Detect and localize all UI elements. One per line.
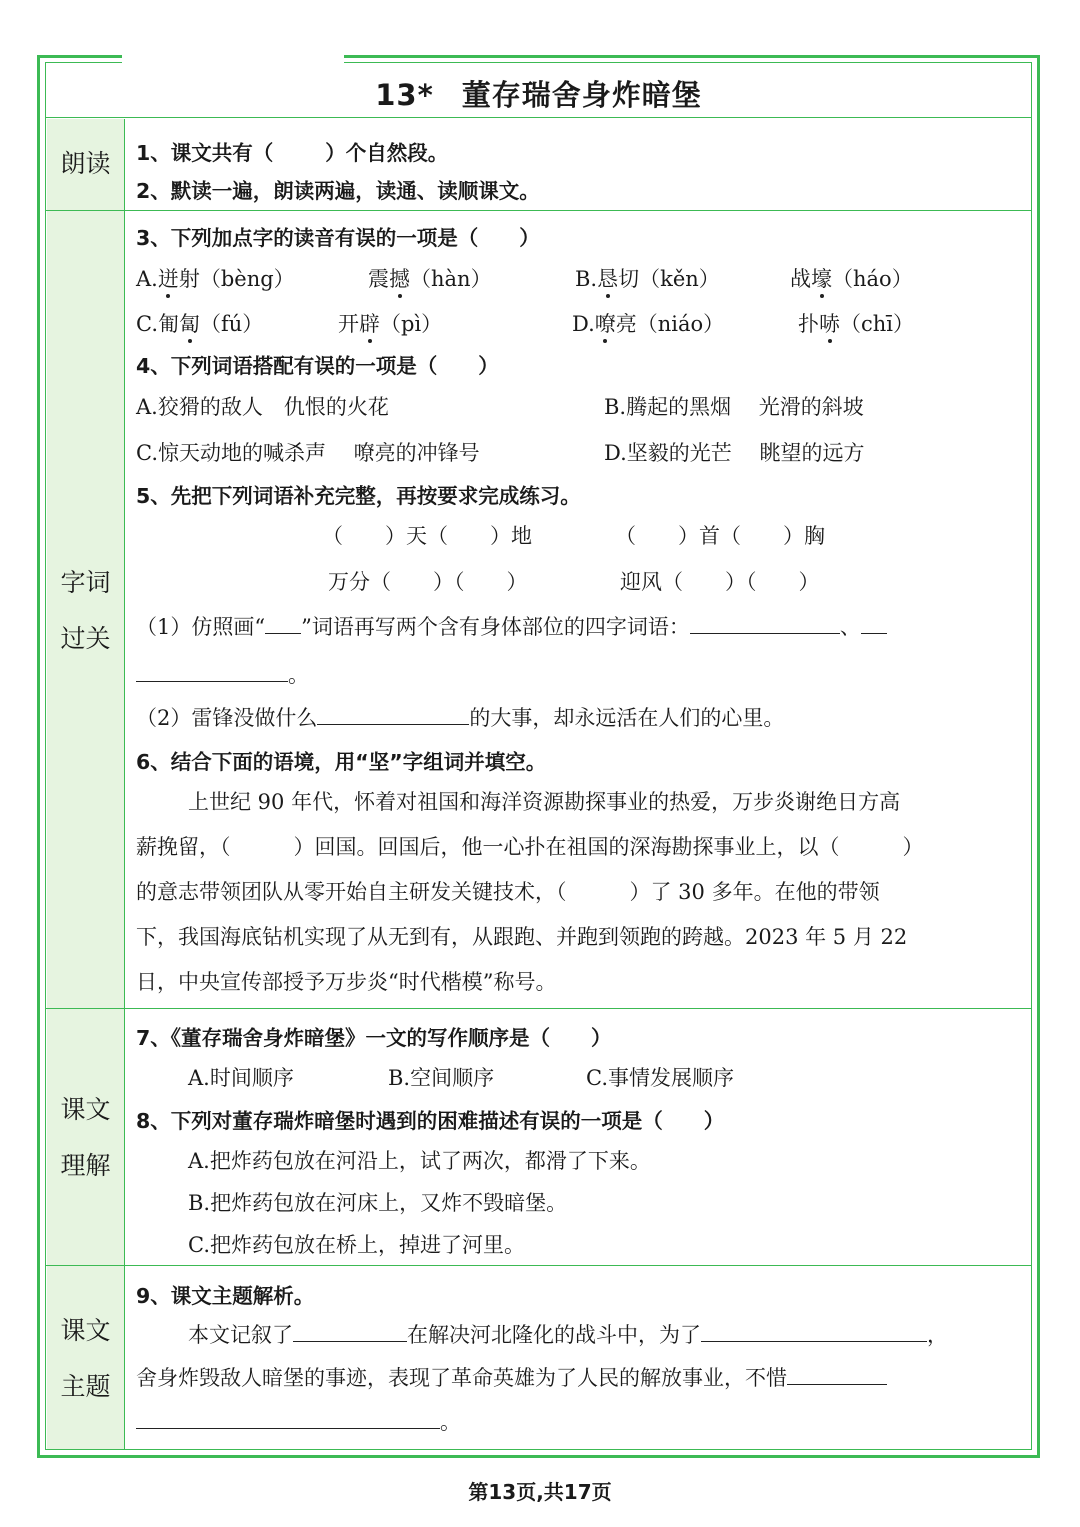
label-understand-2: 理解 <box>60 1151 111 1180</box>
q9-line-3: 。 <box>136 1406 461 1436</box>
question-5-stem: 5、先把下列词语补充完整，再按要求完成练习。 <box>136 484 581 508</box>
q5-word-1: （ ）天（ ）地 <box>322 524 532 548</box>
q7-option-b: B.空间顺序 <box>388 1066 495 1090</box>
q8-option-a: A.把炸药包放在河沿上，试了两次，都滑了下来。 <box>188 1149 651 1173</box>
q3-option-b1: B.恳切（kěn） <box>575 267 720 291</box>
q4-option-b: B.腾起的黑烟 光滑的斜坡 <box>604 395 864 419</box>
q5-part-1-cont: 。 <box>136 659 309 689</box>
answer-blank[interactable] <box>136 1406 440 1429</box>
lesson-number: 13* <box>375 78 434 112</box>
q7-option-a: A.时间顺序 <box>188 1066 294 1090</box>
section-label-read <box>47 119 125 210</box>
row-divider <box>46 1265 1031 1266</box>
q3-option-a1: A.迸射（bèng） <box>136 267 295 291</box>
q4-option-a: A.狡猾的敌人 仇恨的火花 <box>136 395 389 419</box>
q3-option-a2: 震撼（hàn） <box>368 267 492 291</box>
section-label-understand <box>47 1009 125 1265</box>
page-number: 第13页,共17页 <box>468 1480 612 1504</box>
question-9-stem: 9、课文主题解析。 <box>136 1284 315 1308</box>
answer-blank[interactable] <box>690 611 840 634</box>
label-understand-1: 课文 <box>60 1095 111 1124</box>
row-divider <box>46 210 1031 211</box>
question-3-stem: 3、下列加点字的读音有误的一项是（ ） <box>136 226 540 250</box>
q3-option-d1: D.嘹亮（niáo） <box>572 312 725 336</box>
q7-option-c: C.事情发展顺序 <box>586 1066 734 1090</box>
section-label-theme <box>47 1266 125 1449</box>
q8-option-c: C.把炸药包放在桥上，掉进了河里。 <box>188 1233 525 1257</box>
answer-blank[interactable] <box>787 1362 887 1385</box>
question-8-stem: 8、下列对董存瑞炸暗堡时遇到的困难描述有误的一项是（ ） <box>136 1109 725 1133</box>
lesson-title: 董存瑞舍身炸暗堡 <box>461 78 702 112</box>
answer-blank[interactable] <box>317 702 469 725</box>
label-words-1: 字词 <box>60 568 111 597</box>
row-divider <box>46 1008 1031 1009</box>
q5-part-2: （2）雷锋没做什么 的大事，却永远活在人们的心里。 <box>136 702 784 732</box>
question-1: 1、课文共有（ ）个自然段。 <box>136 141 449 165</box>
q6-passage-line: 下，我国海底钻机实现了从无到有，从跟跑、并跑到领跑的跨越。2023 年 5 月 22 <box>136 925 908 949</box>
q6-passage-line: 的意志带领团队从零开始自主研发关键技术，（ ）了 30 多年。在他的带领 <box>136 880 880 904</box>
q5-word-2: （ ）首（ ）胸 <box>615 524 825 548</box>
answer-blank[interactable] <box>136 659 288 682</box>
q3-option-b2: 战壕（háo） <box>790 267 913 291</box>
label-read: 朗读 <box>60 149 111 178</box>
label-words-2: 过关 <box>60 624 111 653</box>
q5-part-1: （1）仿照画“ ”词语再写两个含有身体部位的四字词语： 、 <box>136 611 887 641</box>
q6-passage-line: 上世纪 90 年代，怀着对祖国和海洋资源勘探事业的热爱，万步炎谢绝日方高 <box>188 790 901 814</box>
question-4-stem: 4、下列词语搭配有误的一项是（ ） <box>136 354 499 378</box>
question-2: 2、默读一遍，朗读两遍，读通、读顺课文。 <box>136 179 540 203</box>
question-7-stem: 7、《董存瑞舍身炸暗堡》一文的写作顺序是（ ） <box>136 1026 612 1050</box>
q5-word-3: 万分（ ）（ ） <box>328 570 528 594</box>
q5-word-4: 迎风（ ）（ ） <box>620 570 820 594</box>
question-6-stem: 6、结合下面的语境，用“坚”字组词并填空。 <box>136 750 547 774</box>
q3-option-c1: C.匍匐（fú） <box>136 312 264 336</box>
q6-passage-line: 日，中央宣传部授予万步炎“时代楷模”称号。 <box>136 970 557 994</box>
page-title <box>46 73 1031 114</box>
label-theme-2: 主题 <box>60 1372 111 1401</box>
q3-option-c2: 开辟（pì） <box>338 312 443 336</box>
q4-option-d: D.坚毅的光芒 眺望的远方 <box>604 441 865 465</box>
label-theme-1: 课文 <box>60 1316 111 1345</box>
q8-option-b: B.把炸药包放在河床上，又炸不毁暗堡。 <box>188 1191 568 1215</box>
title-row <box>46 63 1031 118</box>
q9-line-1: 本文记叙了 在解决河北隆化的战斗中，为了 ， <box>188 1319 948 1349</box>
q4-option-c: C.惊天动地的喊杀声 嘹亮的冲锋号 <box>136 441 480 465</box>
q9-line-2: 舍身炸毁敌人暗堡的事迹，表现了革命英雄为了人民的解放事业，不惜 <box>136 1362 887 1392</box>
q3-option-d2: 扑哧（chī） <box>798 312 915 336</box>
answer-blank[interactable] <box>701 1319 927 1342</box>
section-label-words <box>47 211 125 1008</box>
answer-blank[interactable] <box>861 611 887 634</box>
answer-blank[interactable] <box>293 1319 407 1342</box>
q6-passage-line: 薪挽留，（ ）回国。回国后，他一心扑在祖国的深海勘探事业上，以（ ） <box>136 835 924 859</box>
